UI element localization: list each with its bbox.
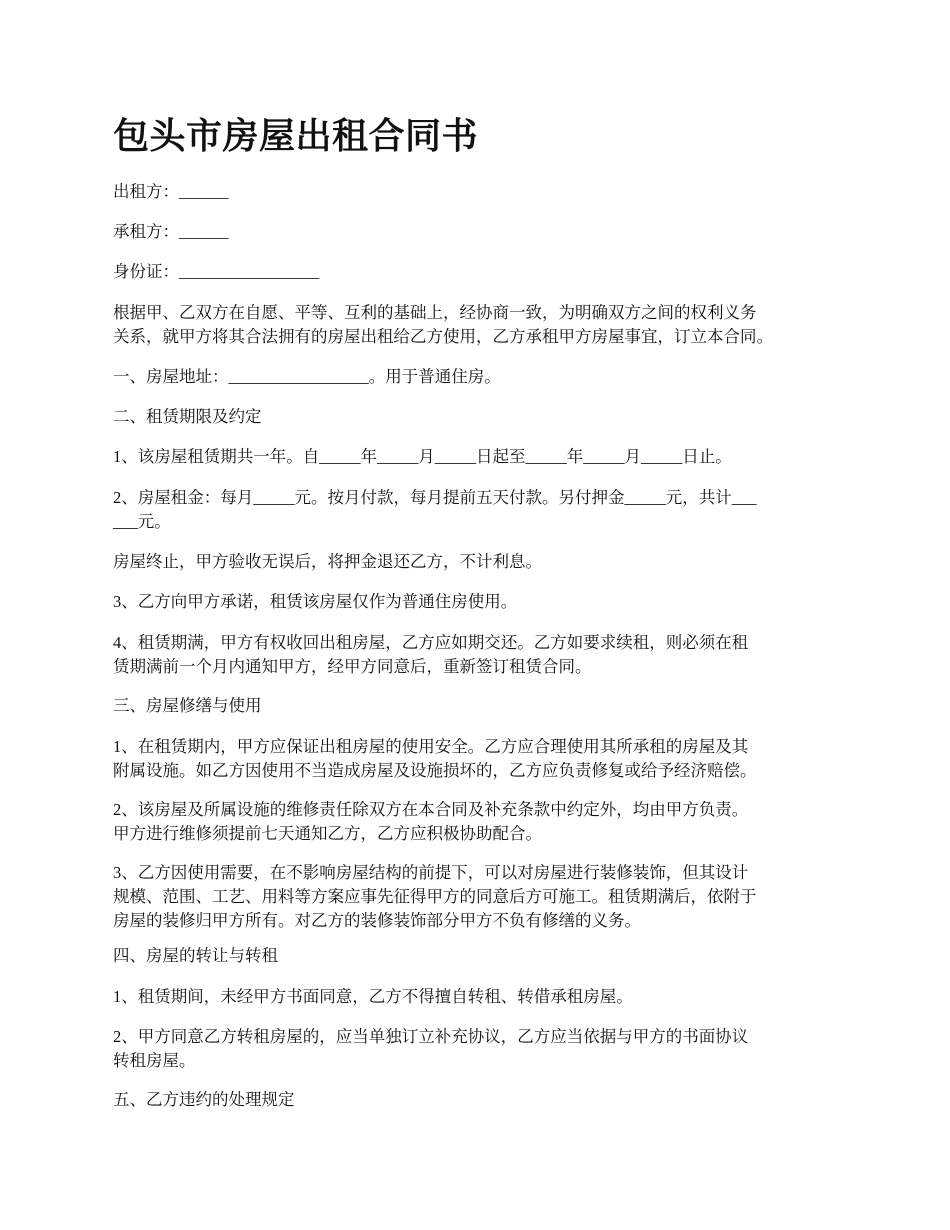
lessor-field bbox=[113, 180, 858, 204]
text-line: 一、房屋地址：_________________。用于普通住房。 bbox=[113, 367, 501, 386]
document-title: 包头市房屋出租合同书 bbox=[113, 116, 479, 157]
text-line: 3、乙方因使用需要，在不影响房屋结构的前提下，可以对房屋进行装修装饰，但其设计 bbox=[113, 863, 749, 882]
text-line: 二、租赁期限及约定 bbox=[113, 407, 262, 426]
text-line: 1、该房屋租赁期共一年。自_____年_____月_____日起至_____年_____月_____日止。 bbox=[113, 447, 732, 466]
text-line: 房屋的装修归甲方所有。对乙方的装修装饰部分甲方不负有修缮的义务。 bbox=[113, 911, 641, 930]
text-line: ___元。 bbox=[113, 512, 171, 531]
text-line: 1、租赁期间，未经甲方书面同意，乙方不得擅自转租、转借承租房屋。 bbox=[113, 987, 633, 1006]
deposit-return-paragraph bbox=[113, 550, 858, 574]
text-line: 三、房屋修缮与使用 bbox=[113, 696, 262, 715]
text-line: 四、房屋的转让与转租 bbox=[113, 946, 278, 965]
text-line: 关系，就甲方将其合法拥有的房屋出租给乙方使用，乙方承租甲方房屋事宜，订立本合同。 bbox=[113, 327, 773, 346]
section-3-heading bbox=[113, 694, 858, 718]
section-1-address bbox=[113, 365, 858, 389]
text-line: 3、乙方向甲方承诺，租赁该房屋仅作为普通住房使用。 bbox=[113, 592, 518, 611]
text-line: 赁期满前一个月内通知甲方，经甲方同意后，重新签订租赁合同。 bbox=[113, 657, 592, 676]
text-line: 规模、范围、工艺、用料等方案应事先征得甲方的同意后方可施工。租赁期满后，依附于 bbox=[113, 887, 757, 906]
text-line: 附属设施。如乙方因使用不当造成房屋及设施损坏的，乙方应负责修复或给予经济赔偿。 bbox=[113, 761, 757, 780]
clause-3-2 bbox=[113, 798, 858, 846]
text-line: 房屋终止，甲方验收无误后，将押金退还乙方，不计利息。 bbox=[113, 552, 542, 571]
text-line: 承租方：______ bbox=[113, 222, 229, 241]
clause-4-1 bbox=[113, 985, 858, 1009]
clause-4-2 bbox=[113, 1025, 858, 1073]
lessee-field bbox=[113, 220, 858, 244]
text-line: 甲方进行维修须提前七天通知乙方，乙方应积极协助配合。 bbox=[113, 824, 542, 843]
clause-2-2 bbox=[113, 486, 858, 534]
text-line: 1、在租赁期内，甲方应保证出租房屋的使用安全。乙方应合理使用其所承租的房屋及其 bbox=[113, 737, 749, 756]
text-line: 4、租赁期满，甲方有权收回出租房屋，乙方应如期交还。乙方如要求续租，则必须在租 bbox=[113, 633, 749, 652]
text-line: 身份证：_________________ bbox=[113, 262, 320, 281]
text-line: 出租方：______ bbox=[113, 182, 229, 201]
clause-2-3 bbox=[113, 590, 858, 614]
text-line: 2、甲方同意乙方转租房屋的，应当单独订立补充协议，乙方应当依据与甲方的书面协议 bbox=[113, 1027, 749, 1046]
clause-2-4 bbox=[113, 631, 858, 679]
clause-3-3 bbox=[113, 861, 858, 933]
text-line: 转租房屋。 bbox=[113, 1051, 196, 1070]
section-5-heading bbox=[113, 1088, 858, 1112]
text-line: 2、该房屋及所属设施的维修责任除双方在本合同及补充条款中约定外，均由甲方负责。 bbox=[113, 800, 749, 819]
text-line: 根据甲、乙双方在自愿、平等、互利的基础上，经协商一致，为明确双方之间的权利义务 bbox=[113, 303, 757, 322]
section-2-heading bbox=[113, 405, 858, 429]
clause-2-1 bbox=[113, 445, 858, 469]
clause-3-1 bbox=[113, 735, 858, 783]
text-line: 五、乙方违约的处理规定 bbox=[113, 1090, 295, 1109]
section-4-heading bbox=[113, 944, 858, 968]
preamble-paragraph bbox=[113, 301, 858, 349]
id-card-field bbox=[113, 260, 858, 284]
text-line: 2、房屋租金：每月_____元。按月付款，每月提前五天付款。另付押金_____元，共计___ bbox=[113, 488, 757, 507]
